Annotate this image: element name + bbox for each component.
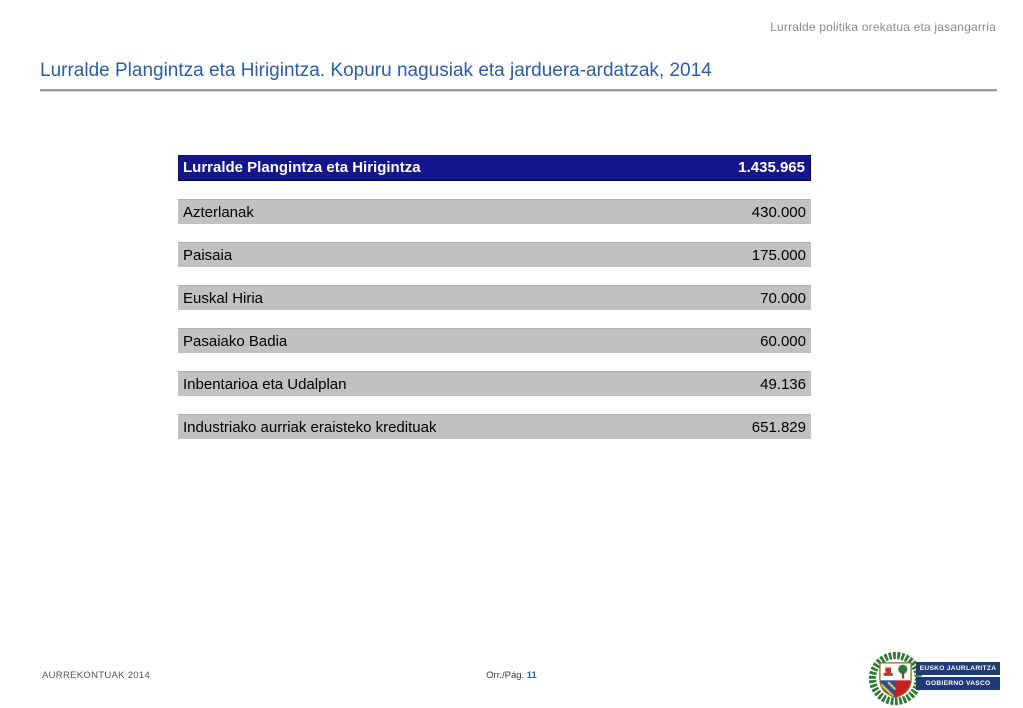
table-row bbox=[178, 242, 811, 267]
page-number: 11 bbox=[526, 670, 537, 681]
row-value: 60.000 bbox=[760, 332, 806, 350]
table-row bbox=[178, 328, 811, 353]
logo-text-bars bbox=[916, 662, 1000, 691]
row-label: Euskal Hiria bbox=[183, 289, 264, 307]
title-divider bbox=[40, 89, 997, 92]
basque-government-logo bbox=[867, 651, 1000, 707]
row-value: 175.000 bbox=[751, 246, 806, 264]
budget-table bbox=[178, 155, 811, 439]
table-header-value: 1.435.965 bbox=[738, 159, 805, 176]
running-header: Lurralde politika orekatua eta jasangarria bbox=[770, 20, 996, 34]
row-label: Pasaiako Badia bbox=[183, 332, 288, 350]
row-label: Paisaia bbox=[183, 246, 233, 264]
table-header-row bbox=[178, 155, 811, 181]
table-row bbox=[178, 285, 811, 310]
table-header-label: Lurralde Plangintza eta Hirigintza bbox=[183, 159, 421, 176]
row-value: 49.136 bbox=[760, 375, 806, 393]
row-label: Azterlanak bbox=[183, 203, 254, 221]
row-label: Inbentarioa eta Udalplan bbox=[183, 375, 347, 393]
row-value: 430.000 bbox=[751, 203, 806, 221]
logo-line-spanish: GOBIERNO VASCO bbox=[916, 677, 1000, 690]
row-value: 70.000 bbox=[760, 289, 806, 307]
footer-document-name: AURREKONTUAK 2014 bbox=[42, 670, 151, 681]
page-label: Orr./Pág. bbox=[486, 670, 525, 681]
row-label: Industriako aurriak eraisteko kredituak bbox=[183, 418, 437, 436]
page-title: Lurralde Plangintza eta Hirigintza. Kopuru nagusiak eta jarduera-ardatzak, 2014 bbox=[40, 60, 712, 81]
table-row bbox=[178, 414, 811, 439]
logo-line-basque: EUSKO JAURLARITZA bbox=[916, 662, 1000, 675]
table-row bbox=[178, 371, 811, 396]
row-value: 651.829 bbox=[751, 418, 806, 436]
table-row bbox=[178, 199, 811, 224]
